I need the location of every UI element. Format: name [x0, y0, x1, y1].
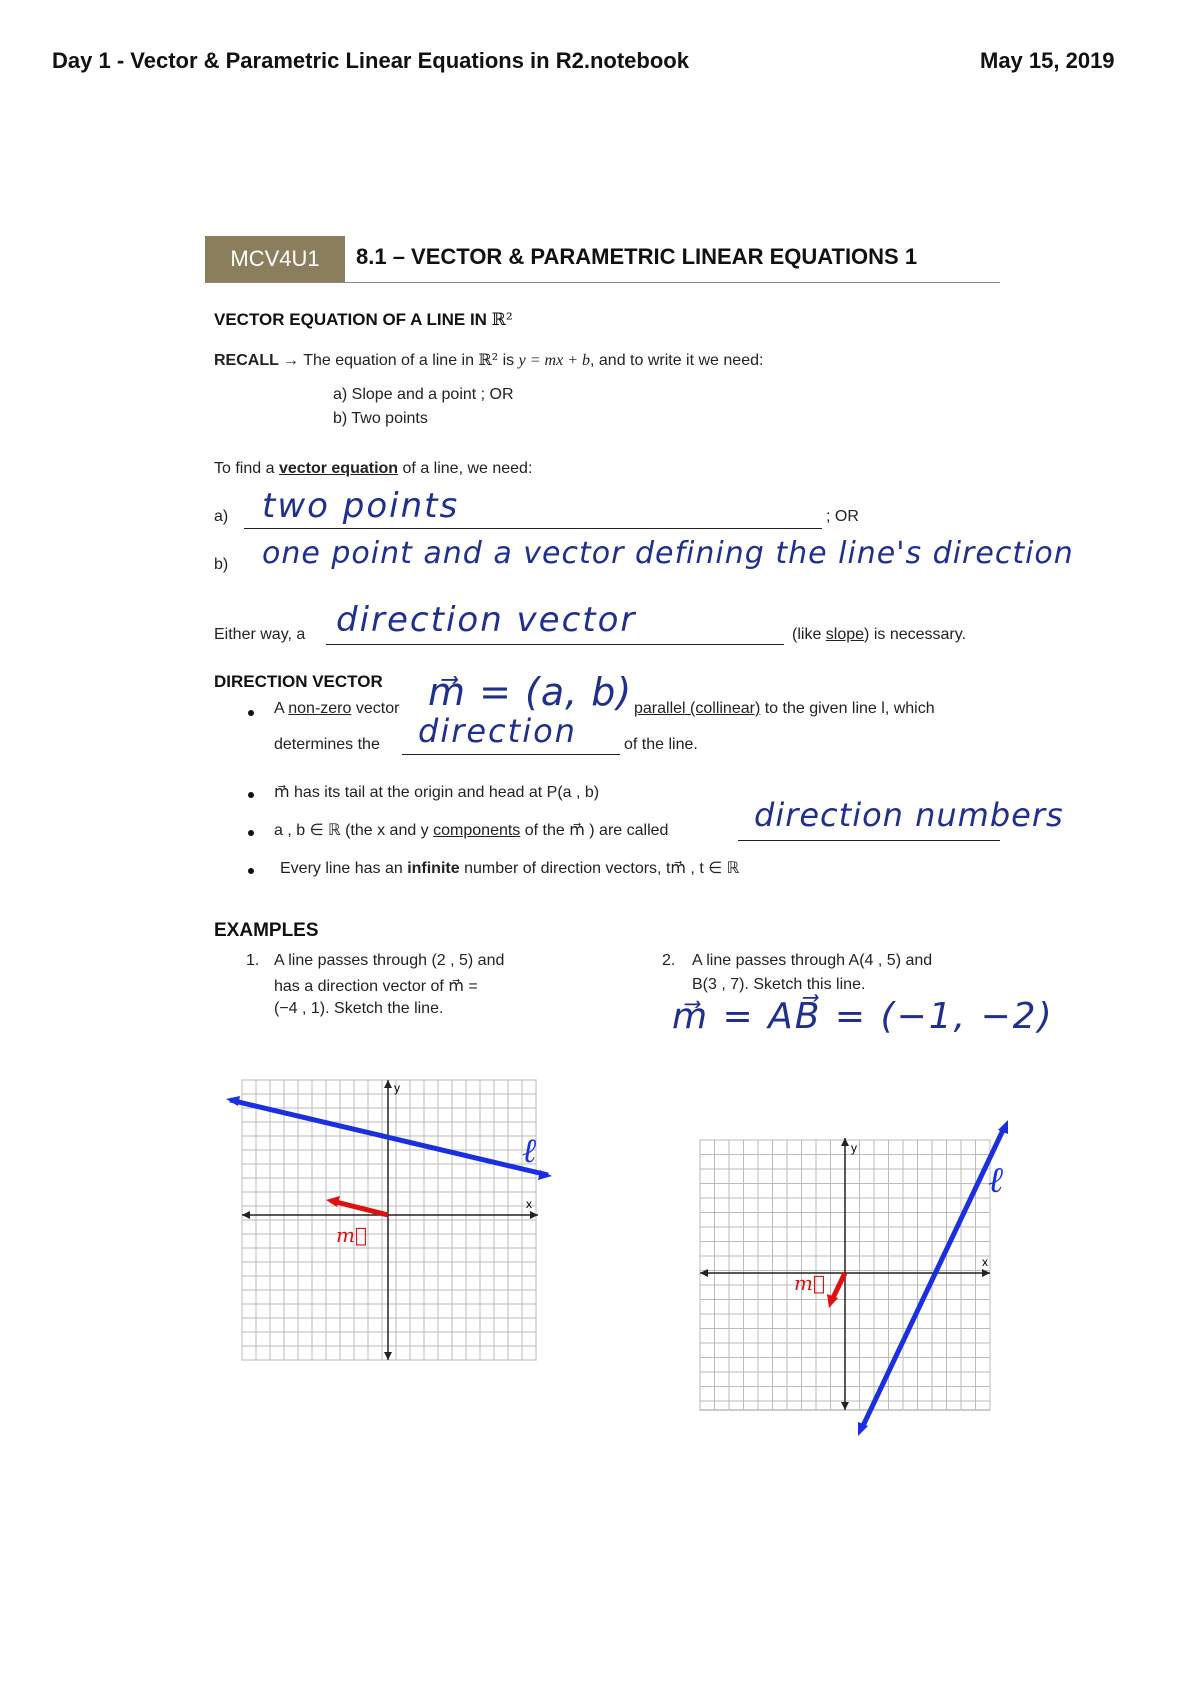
b1-prefix: A: [274, 700, 284, 717]
b3-components: components: [433, 822, 521, 839]
b4-prefix: Every line has an: [280, 860, 403, 877]
r2-symbol: ℝ²: [491, 310, 513, 330]
notebook-filename: Day 1 - Vector & Parametric Linear Equations in R2.notebook: [52, 48, 689, 73]
graph-1-x-arrow-right: [530, 1211, 538, 1219]
recall-text-3: , and to write it we need:: [590, 352, 764, 369]
direction-bullet-1-tail: [634, 700, 935, 718]
answer-a-blank: [244, 528, 822, 529]
direction-bullet-3: [274, 820, 668, 840]
either-prefix: Either way, a: [214, 626, 306, 643]
graph-2-y-label: y: [851, 1141, 857, 1155]
either-suffix-1: (like: [792, 626, 822, 643]
graph-2-vector-label: m⃗: [794, 1271, 825, 1295]
graph-1-line-arrow-right: [538, 1170, 552, 1180]
graph-1-vector-arrowhead: [326, 1196, 340, 1207]
section-vector-equation-heading: [214, 310, 513, 330]
either-suffix-2: ) is necessary.: [864, 626, 966, 643]
recall-r2-symbol: ℝ²: [478, 350, 499, 369]
graph-2-y-arrow-up: [841, 1138, 849, 1146]
graph-1-y-arrow-up: [384, 1080, 392, 1088]
find-vector-equation-line: [214, 460, 532, 478]
ex1-line-1: A line passes through (2 , 5) and: [274, 952, 505, 969]
answer-a-label: a): [214, 508, 229, 525]
find-prefix: To find a: [214, 460, 275, 477]
b3-blank: [738, 840, 1000, 841]
b1-line2-suffix: of the line.: [624, 736, 698, 753]
graph-1-line-label: ℓ: [522, 1131, 537, 1171]
answer-b-handwriting: one point and a vector defining the line's direction: [262, 536, 1074, 571]
graph-1-line-arrow-left: [226, 1096, 240, 1106]
direction-bullet-4: [280, 858, 739, 878]
direction-bullet-2: m⃗ has its tail at the origin and head at P(a , b): [274, 784, 600, 801]
ex2-line-1: A line passes through A(4 , 5) and: [692, 952, 933, 969]
graph-2-line-label: ℓ: [988, 1160, 1003, 1201]
recall-line: [214, 350, 763, 370]
b1-handwriting-vector: m⃗ = (a, b): [428, 670, 633, 714]
answer-a-suffix: ; OR: [826, 508, 859, 525]
either-suffix-slope: slope: [825, 626, 865, 643]
graph-1-x-label: x: [526, 1197, 532, 1211]
notebook-date: May 15, 2019: [980, 48, 1115, 73]
graph-2-x-label: x: [982, 1255, 988, 1269]
ex1-line-3: (−4 , 1). Sketch the line.: [274, 1000, 444, 1017]
graph-2-vector-m: [832, 1273, 845, 1300]
either-handwriting: direction vector: [336, 600, 637, 640]
b1-nonzero: non-zero: [288, 700, 352, 717]
recall-list-b: b) Two points: [333, 410, 428, 427]
bullet-2: [248, 792, 254, 798]
graph-1-y-arrow-down: [384, 1352, 392, 1360]
direction-bullet-1: [274, 700, 399, 718]
recall-text-2: is: [502, 352, 515, 369]
bullet-4: [248, 868, 254, 874]
page-title: 8.1 – VECTOR & PARAMETRIC LINEAR EQUATIONS 1: [356, 244, 918, 269]
direction-vector-heading: DIRECTION VECTOR: [214, 672, 383, 691]
b1-line2-prefix: determines the: [274, 736, 380, 753]
recall-label: RECALL →: [214, 352, 300, 369]
b4-infinite: infinite: [407, 860, 460, 877]
find-suffix: of a line, we need:: [402, 460, 533, 477]
answer-b-label: b): [214, 556, 229, 573]
graph-1-grid: [242, 1080, 536, 1360]
b1-suffix: to the given line l, which: [764, 700, 935, 717]
section-heading-text: VECTOR EQUATION OF A LINE IN: [214, 310, 487, 329]
b1-line2-blank: [402, 754, 620, 755]
ex1-number: 1.: [246, 952, 260, 969]
title-divider: [205, 282, 1000, 283]
b1-parallel: parallel (collinear): [634, 700, 761, 717]
graph-1-y-label: y: [394, 1081, 400, 1095]
b1-mid: vector: [355, 700, 400, 717]
bullet-1: [248, 710, 254, 716]
ex2-line-2: B(3 , 7). Sketch this line.: [692, 976, 866, 993]
graph-2: [690, 1110, 1030, 1440]
b3-mid: of the m⃗ ) are called: [524, 822, 669, 839]
recall-list-a: a) Slope and a point ; OR: [333, 386, 514, 403]
either-suffix: [792, 626, 966, 644]
b3-prefix: a , b ∈ ℝ (the x and y: [274, 822, 429, 839]
examples-heading: EXAMPLES: [214, 920, 319, 941]
course-code-badge: MCV4U1: [205, 236, 345, 282]
ex2-number: 2.: [662, 952, 676, 969]
ex2-handwriting-vector: m⃗ = AB⃗ = (−1, −2): [672, 996, 1054, 1037]
b4-suffix: number of direction vectors, tm⃗ , t ∈ ℝ: [464, 860, 740, 877]
bullet-3: [248, 830, 254, 836]
graph-1: [220, 1070, 560, 1370]
b1-line2-handwriting: direction: [418, 712, 577, 750]
graph-2-y-arrow-down: [841, 1402, 849, 1410]
either-blank: [326, 644, 784, 645]
graph-1-x-arrow-left: [242, 1211, 250, 1219]
graph-1-vector-label: m⃗: [336, 1223, 367, 1247]
find-bold-term: vector equation: [278, 460, 399, 477]
recall-equation: y = mx + b: [518, 352, 590, 369]
answer-a-handwriting: two points: [262, 486, 460, 526]
recall-text-1: The equation of a line in: [303, 352, 474, 369]
b3-handwriting: direction numbers: [754, 796, 1064, 834]
ex1-line-2: has a direction vector of m⃗ =: [274, 978, 478, 995]
graph-2-line-l: [862, 1128, 1004, 1428]
